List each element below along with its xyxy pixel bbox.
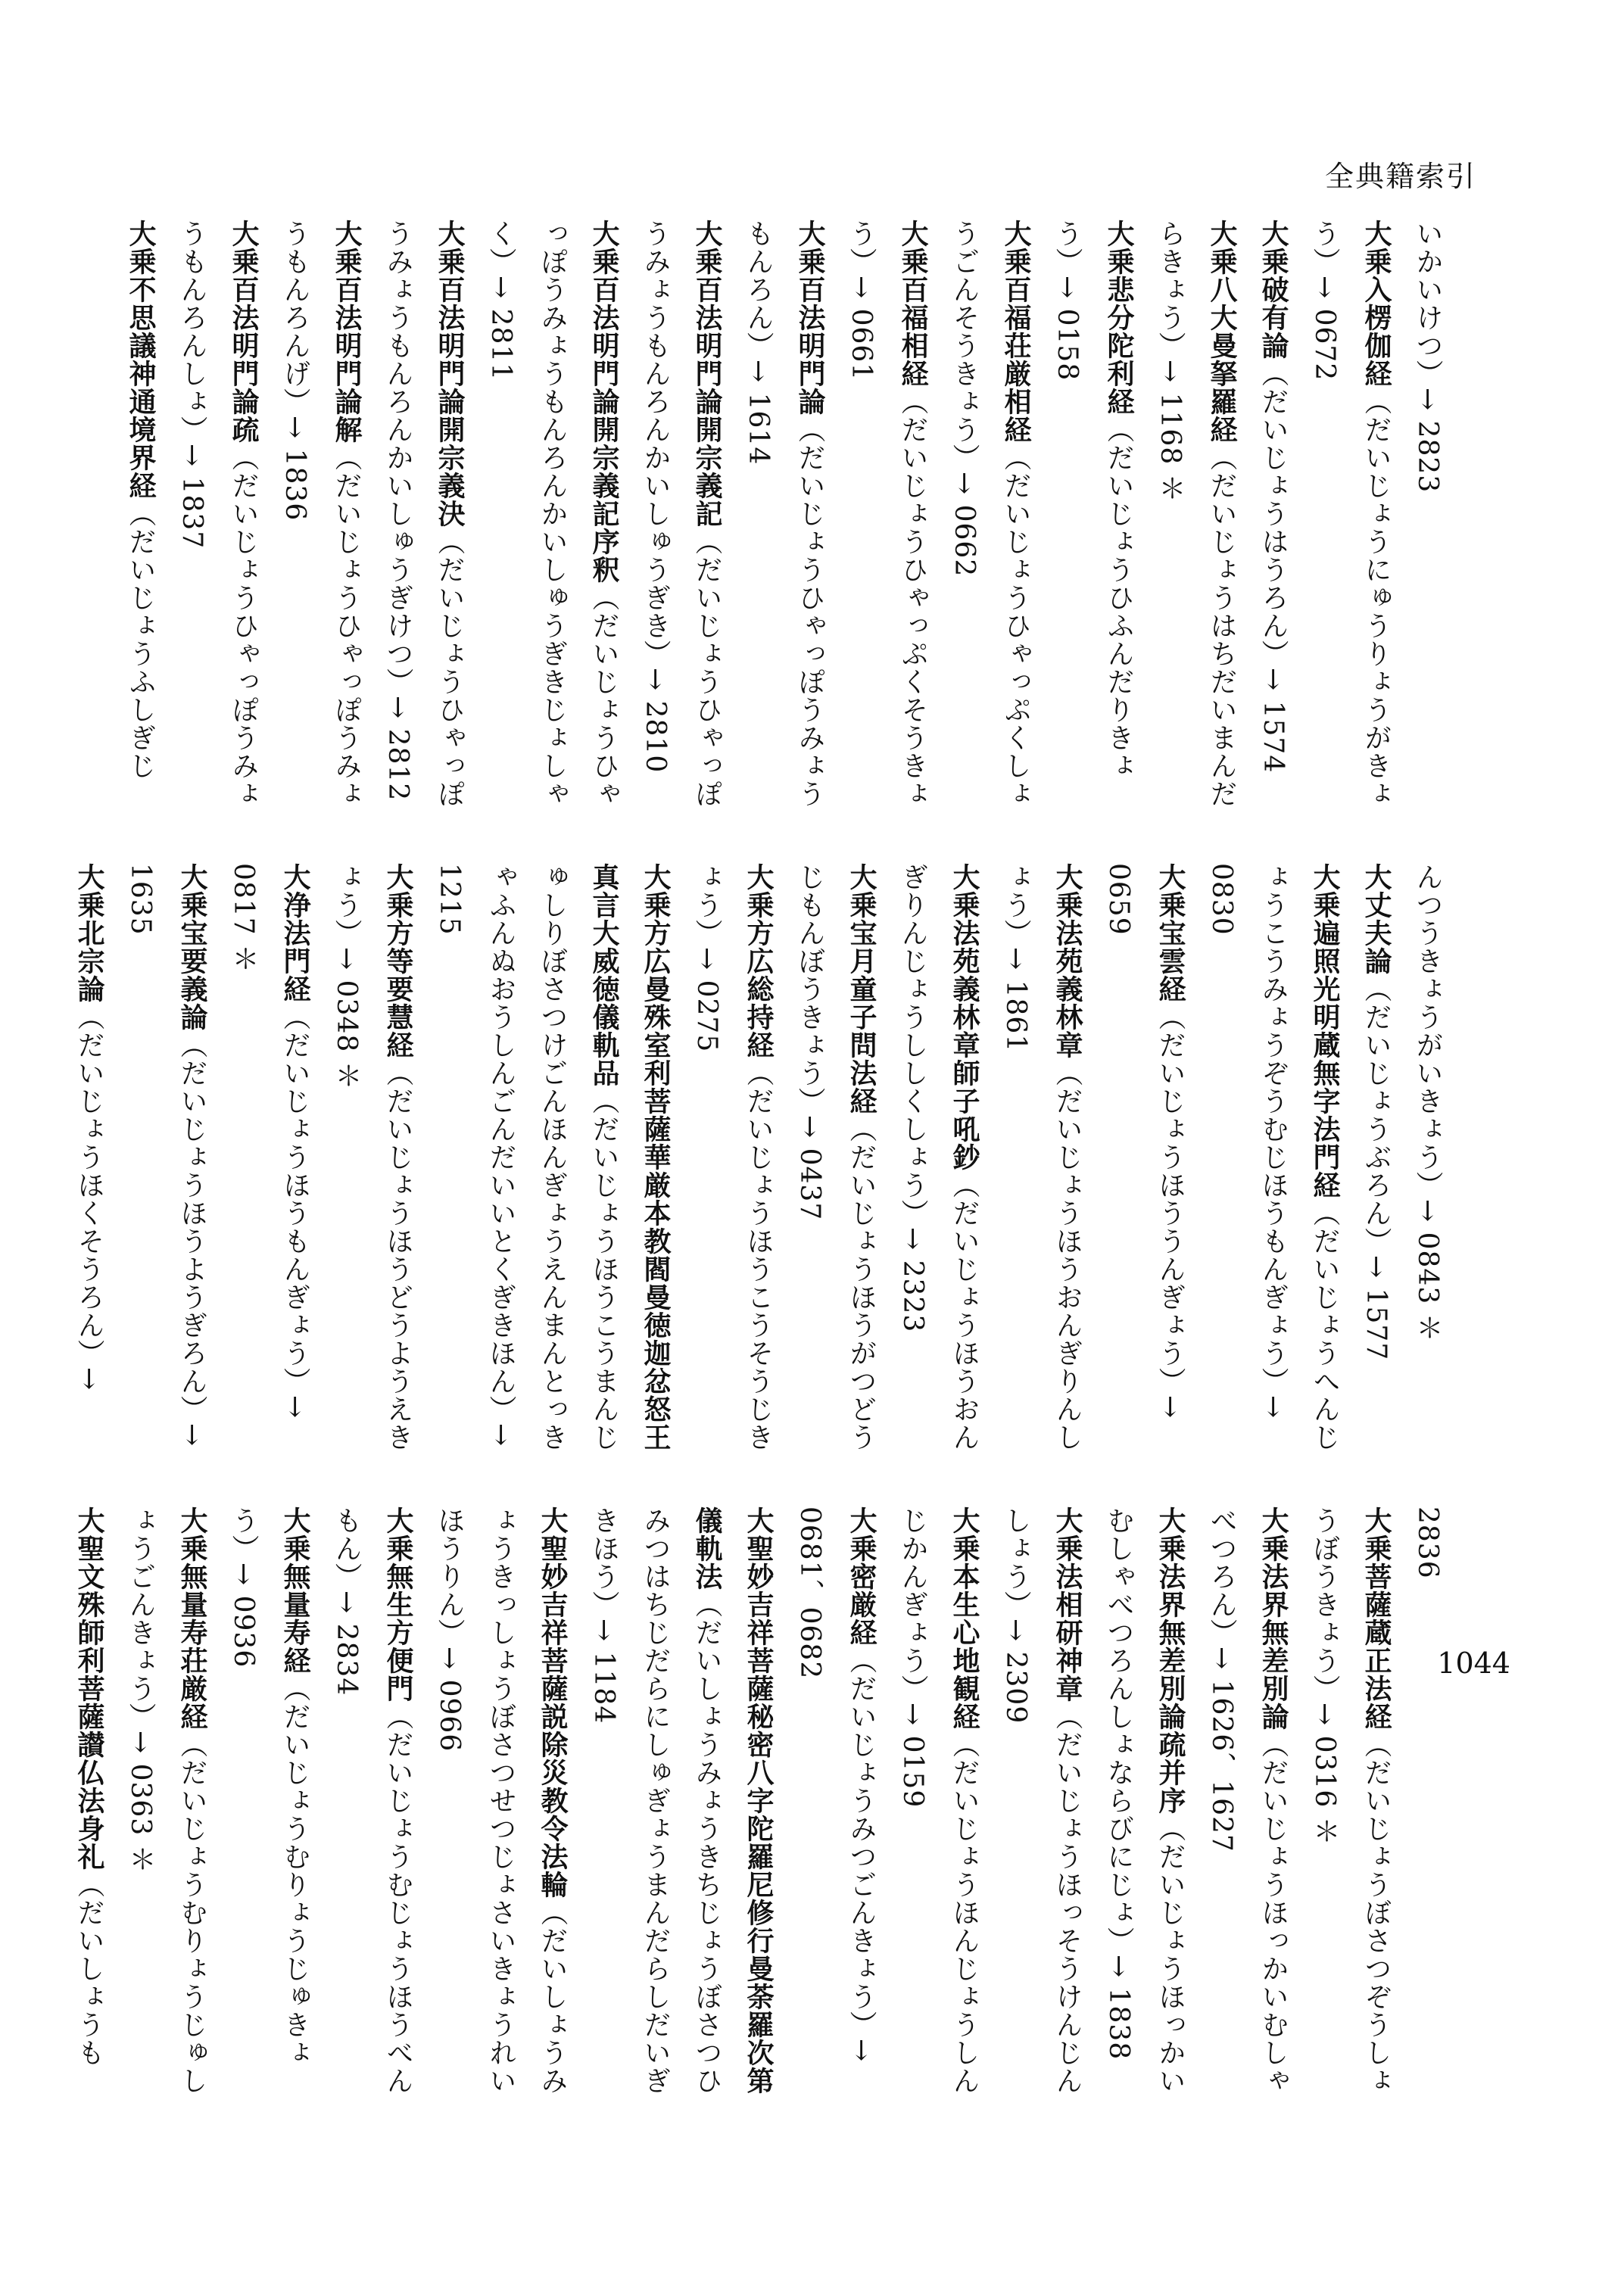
entry-title: 大乗無量寿経	[279, 1506, 310, 1675]
entry-reading: （だいじょうほっそうけんじんしょう）→ 2309	[1000, 1506, 1083, 2095]
entry-title: 大乗本生心地観経	[949, 1506, 980, 1731]
entry-reading: （だいじょうひゃっぽうみょうもんろん）→ 1614	[743, 220, 825, 808]
entry-reading: （だいじょうにゅうりょうがきょう）→ 0672	[1309, 220, 1392, 808]
entry-reading: （だいしょうも	[73, 1871, 104, 2067]
index-entry	[423, 1506, 578, 2097]
entry-reading: （だいじょうひゃっぷくしょうごんそうきょう）→ 0662	[949, 220, 1031, 808]
index-entry	[887, 1506, 990, 2097]
index-entry	[732, 220, 835, 810]
entry-reading: （だいじょうぶろん）→ 1577	[1361, 975, 1392, 1361]
entry-reading: （だいじょうむじょうほうべんもん）→ 2834	[331, 1506, 413, 2095]
index-entry	[1195, 1506, 1298, 2097]
index-entry	[423, 863, 681, 1453]
index-title: 全典籍索引	[1324, 160, 1476, 193]
index-entry	[269, 220, 372, 810]
index-entry	[320, 1506, 423, 2097]
index-entry	[938, 220, 1041, 810]
entry-title: 大乗百法明門論解	[331, 220, 362, 444]
entry-reading: （だいじょうふしぎじ	[125, 500, 156, 780]
index-entry	[887, 863, 990, 1453]
entry-reading: （だいじょうほっかいむしゃべつろん）→ 1626、1627	[1206, 1506, 1289, 2095]
entry-title: 大聖文殊師利菩薩讃仏法身礼	[73, 1506, 104, 1871]
index-entry	[475, 220, 629, 810]
entry-reading: （だいじょうむりょうじゅしょうごんきょう）→ 0363 ＊	[125, 1506, 207, 2095]
entry-title: 大聖妙吉祥菩薩秘密八字陀羅尼修行曼荼羅次第儀軌法	[691, 1506, 774, 2095]
entry-title: 大乗百法明門論開宗義記	[691, 220, 722, 528]
entry-reading: （だいじょうひゃっぽうみょうもんろんかいしゅうぎきじょしゃく）→ 2811	[485, 220, 619, 808]
entry-title: 大乗百法明門論	[794, 220, 825, 416]
entry-reading: （だいじょうほうおんぎりんじょうししくしょう）→ 2323	[897, 863, 980, 1451]
entry-reading: （だいじょうほうどうようえきょう）→ 0348 ＊	[331, 863, 413, 1451]
entry-title: 大乗方等要慧経	[382, 863, 413, 1059]
index-entry	[784, 863, 887, 1453]
entry-title: 大乗百法明門論開宗義記序釈	[588, 220, 619, 584]
index-entry	[114, 220, 166, 810]
entry-title: 大聖妙吉祥菩薩説除災教令法輪	[537, 1506, 568, 1899]
index-entry	[114, 1506, 217, 2097]
index-entry	[1350, 863, 1401, 1453]
index-entry	[1401, 220, 1480, 810]
entry-title: 大乗宝月童子問法経	[846, 863, 877, 1115]
entry-title: 大浄法門経	[279, 863, 310, 1003]
entry-reading: （だいじょうほうこうまんじゅしりぼさつけごんほんぎょうえんまんとっきゃふんぬおうしんごんだいいとくぎきほん）→ 1215	[434, 863, 619, 1451]
entry-title: 大乗無生方便門	[382, 1506, 413, 1703]
entry-title: 大乗北宗論	[73, 863, 104, 1003]
entry-title: 大乗百福相経	[897, 220, 928, 388]
index-entry	[629, 220, 732, 810]
entry-title: 大乗方広総持経	[743, 863, 774, 1059]
index-entry	[1247, 220, 1298, 810]
entry-reading: んつうきょうがいきょう）→ 0843 ＊	[1412, 863, 1443, 1342]
entry-title: 大乗密厳経	[846, 1506, 877, 1647]
entry-reading: （だいしょうみょうきちじょうぼさつひみつはちじだらにしゅぎょうまんだらしだいぎきほう）→ 1184	[588, 1506, 722, 2095]
entry-title: 大乗法界無差別論疏并序	[1155, 1506, 1186, 1815]
entry-title: 大丈夫論	[1361, 863, 1392, 975]
entry-reading: （だいじょうひゃっぷくそうきょう）→ 0661	[846, 220, 928, 808]
index-tier-2	[63, 863, 1480, 1453]
entry-title: 大乗百法明門論疏	[228, 220, 259, 444]
entry-title: 大乗入楞伽経	[1361, 220, 1392, 388]
index-entry	[217, 863, 320, 1453]
entry-title: 大乗百福荘厳相経	[1000, 220, 1031, 444]
index-entry	[990, 863, 1093, 1453]
index-entry	[166, 220, 269, 810]
entry-title: 大乗菩薩蔵正法経	[1361, 1506, 1392, 1731]
entry-title: 大乗無量寿荘厳経	[176, 1506, 207, 1731]
index-entry	[217, 1506, 320, 2097]
entry-reading: （だいじょうひふんだりきょう）→ 0158	[1052, 220, 1134, 780]
index-entry	[63, 863, 114, 1453]
entry-reading: （だいじょうひゃっぽうみょうもんろんげ）→ 1836	[279, 220, 362, 808]
index-entry	[1401, 863, 1480, 1453]
entry-reading: （だいじょうぼさつぞうしょうぼうきょう）→ 0316 ＊	[1309, 1506, 1392, 2095]
index-entry	[681, 863, 784, 1453]
entry-reading: （だいじょうむりょうじゅきょう）→ 0936	[228, 1506, 310, 2067]
entry-reading: （だいしょうみょうきっしょうぼさつせつじょさいきょうれいほうりん）→ 0966	[434, 1506, 568, 2095]
entry-title: 大乗不思議神通境界経	[125, 220, 156, 500]
index-entry	[784, 1506, 887, 2097]
entry-reading: （だいじょうへんじょうこうみょうぞうむじほうもんぎょう）→ 0830	[1206, 863, 1340, 1451]
entry-reading: （だいじょうひゃっぽうみょうもんろんかいしゅうぎき）→ 2810	[640, 220, 722, 808]
entry-title: 大乗宝要義論	[176, 863, 207, 1031]
index-entry	[1195, 863, 1350, 1453]
entry-reading: 2836	[1412, 1506, 1443, 1579]
entry-title: 大乗百法明門論開宗義決	[434, 220, 465, 528]
entry-title: 大乗法苑義林章師子吼鈔	[949, 863, 980, 1171]
entry-reading: （だいじょうほううんぎょう）→ 0659	[1103, 863, 1186, 1419]
index-entry	[1298, 1506, 1401, 2097]
entry-title: 大乗宝雲経	[1155, 863, 1186, 1003]
entry-reading: （だいじょうほうようぎろん）→ 1635	[125, 863, 207, 1447]
page-number: 1044	[1437, 1647, 1510, 1680]
index-entry	[990, 1506, 1093, 2097]
index-entry	[835, 220, 938, 810]
entry-title: 大乗法相研神章	[1052, 1506, 1083, 1703]
entry-reading: （だいじょうみつごんきょう）→ 0681、0682	[794, 1506, 877, 2063]
entry-reading: （だいじょうはちだいまんだらきょう）→ 1168 ＊	[1155, 220, 1237, 808]
entry-title: 大乗八大曼拏羅経	[1206, 220, 1237, 444]
index-entry	[578, 1506, 784, 2097]
index-tier-1	[114, 220, 1480, 810]
index-entry	[114, 863, 217, 1453]
entry-title: 大乗破有論	[1258, 220, 1289, 360]
index-entry	[1298, 220, 1401, 810]
entry-reading: いかいけつ）→ 2823	[1412, 220, 1443, 494]
entry-title: 大乗悲分陀利経	[1103, 220, 1134, 416]
index-entry	[1401, 1506, 1480, 2097]
entry-reading: （だいじょうほうもんぎょう）→ 0817 ＊	[228, 863, 310, 1419]
entry-reading: （だいじょうほくそうろん）→	[73, 1003, 104, 1391]
index-tier-3	[63, 1506, 1480, 2097]
entry-title: 大乗法苑義林章	[1052, 863, 1083, 1059]
index-entry	[1093, 1506, 1195, 2097]
entry-reading: （だいじょうほうこうそうじきょう）→ 0275	[691, 863, 774, 1451]
entry-reading: （だいじょうほっかいむしゃべつろんしょならびにじょ）→ 1838	[1103, 1506, 1186, 2095]
index-entry	[63, 1506, 114, 2097]
index-entry	[1093, 863, 1195, 1453]
entry-title: 大乗法界無差別論	[1258, 1506, 1289, 1731]
index-entry	[1144, 220, 1247, 810]
entry-reading: （だいじょうひゃっぽうみょうもんろんかいしゅうぎけつ）→ 2812	[382, 220, 465, 808]
entry-reading: （だいじょうほうおんぎりんしょう）→ 1861	[1000, 863, 1083, 1451]
index-entry	[1041, 220, 1144, 810]
entry-reading: （だいじょうはうろん）→ 1574	[1258, 360, 1289, 774]
entry-title: 大乗方広曼殊室利菩薩華厳本教閻曼徳迦忿怒王真言大威徳儀軌品	[588, 863, 671, 1451]
entry-title: 大乗遍照光明蔵無字法門経	[1309, 863, 1340, 1199]
entry-reading: （だいじょうほうがつどうじもんぼうきょう）→ 0437	[794, 863, 877, 1451]
entry-reading: （だいじょうほんじょうしんじかんぎょう）→ 0159	[897, 1506, 980, 2095]
index-entry	[320, 863, 423, 1453]
entry-reading: （だいじょうひゃっぽうみょうもんろんしょ）→ 1837	[176, 220, 259, 808]
index-entry	[372, 220, 475, 810]
